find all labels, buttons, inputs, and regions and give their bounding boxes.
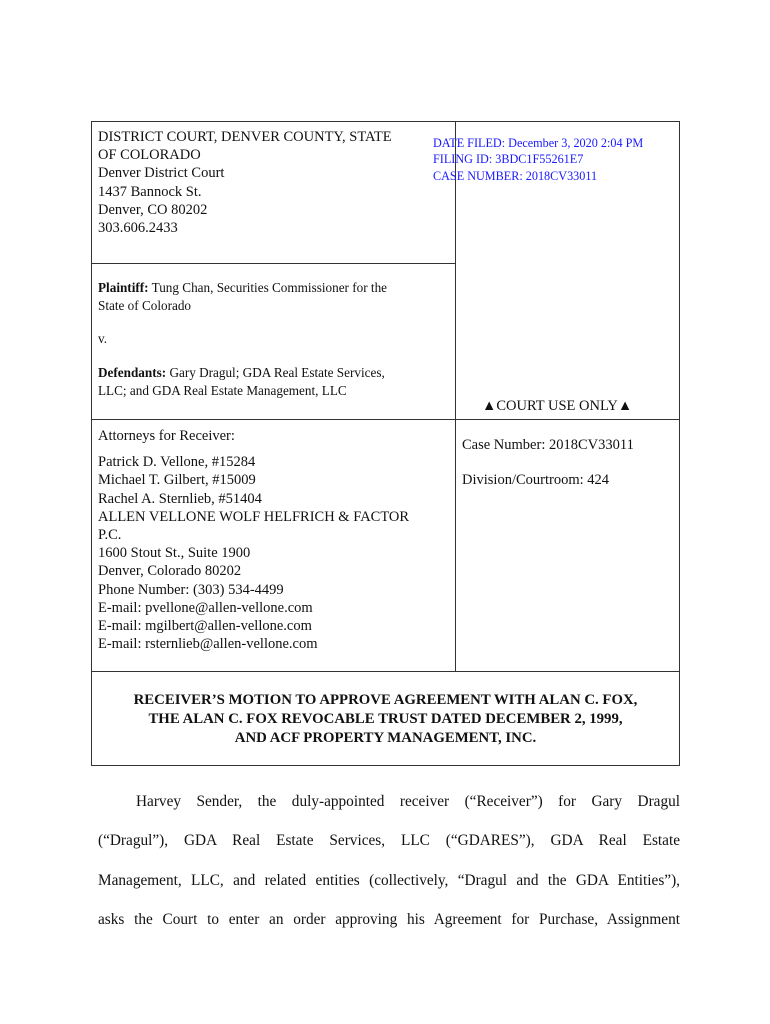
email-mgilbert: E-mail: mgilbert@allen-vellone.com	[98, 618, 312, 635]
motion-title	[91, 691, 680, 749]
title-line: RECEIVER’S MOTION TO APPROVE AGREEMENT WITH ALAN C. FOX,	[133, 692, 638, 708]
plaintiff-label: Plaintiff:	[98, 280, 149, 295]
plaintiff-block	[98, 279, 387, 314]
title-line: AND ACF PROPERTY MANAGEMENT, INC.	[234, 730, 537, 747]
court-name: DISTRICT COURT, DENVER COUNTY, STATE	[98, 129, 392, 145]
body-line: asks the Court to enter an order approving his Agreement for Purchase, Assignment	[98, 910, 680, 928]
court-street: 1437 Bannock St.	[98, 183, 202, 200]
attorney-line: Rachel A. Sternlieb, #51404	[98, 490, 262, 507]
caption-rule-lower	[91, 671, 680, 672]
defendants-text-cont: LLC; and GDA Real Estate Management, LLC	[98, 382, 347, 398]
attorneys-heading: Attorneys for Receiver:	[98, 428, 235, 444]
court-city: Denver, CO 80202	[98, 201, 208, 218]
plaintiff-text-cont: State of Colorado	[98, 297, 192, 313]
body-line: Management, LLC, and related entities (collectively, “Dragul and the GDA Entities”),	[98, 871, 680, 889]
defendants-block	[98, 364, 385, 399]
versus: v.	[98, 331, 108, 346]
body-line: Harvey Sender, the duly-appointed receiver (“Receiver”) for Gary Dragul	[136, 793, 680, 810]
firm-street: 1600 Stout St., Suite 1900	[98, 545, 251, 562]
court-state: OF COLORADO	[98, 147, 201, 164]
firm-name: ALLEN VELLONE WOLF HELFRICH & FACTOR	[98, 508, 410, 525]
firm-city: Denver, Colorado 80202	[98, 563, 242, 580]
email-rsternlieb: E-mail: rsternlieb@allen-vellone.com	[98, 636, 318, 653]
court-phone: 303.606.2433	[98, 220, 178, 237]
case-number: Case Number: 2018CV33011	[462, 437, 634, 453]
motion-body	[98, 782, 680, 939]
firm-name-cont: P.C.	[98, 527, 122, 544]
attorney-line: Michael T. Gilbert, #15009	[98, 472, 256, 489]
body-line: (“Dragul”), GDA Real Estate Services, LLC (“GDARES”), GDA Real Estate	[98, 832, 680, 850]
case-info	[462, 437, 634, 507]
attorneys-block	[98, 427, 409, 653]
title-line: THE ALAN C. FOX REVOCABLE TRUST DATED DECEMBER 2, 1999,	[148, 711, 623, 728]
stamp-filing-id: FILING ID: 3BDC1F55261E7	[433, 152, 584, 167]
plaintiff-text: Tung Chan, Securities Commissioner for the	[148, 280, 388, 295]
attorney-line: Patrick D. Vellone, #15284	[98, 454, 256, 471]
caption-divider	[455, 121, 456, 671]
court-use-only: ▲COURT USE ONLY▲	[482, 398, 633, 414]
division-courtroom: Division/Courtroom: 424	[462, 472, 610, 488]
court-block	[98, 128, 392, 237]
email-pvellone: E-mail: pvellone@allen-vellone.com	[98, 599, 313, 616]
firm-phone: Phone Number: (303) 534-4499	[98, 581, 284, 598]
stamp-date-filed: DATE FILED: December 3, 2020 2:04 PM	[433, 136, 644, 150]
caption-rule-middle	[91, 419, 680, 420]
court-location: Denver District Court	[98, 165, 225, 182]
caption-rule-upper	[91, 263, 456, 264]
filing-stamp	[433, 135, 643, 184]
defendants-text: Gary Dragul; GDA Real Estate Services,	[166, 365, 385, 380]
defendants-label: Defendants:	[98, 365, 167, 380]
stamp-case-number: CASE NUMBER: 2018CV33011	[433, 168, 598, 183]
